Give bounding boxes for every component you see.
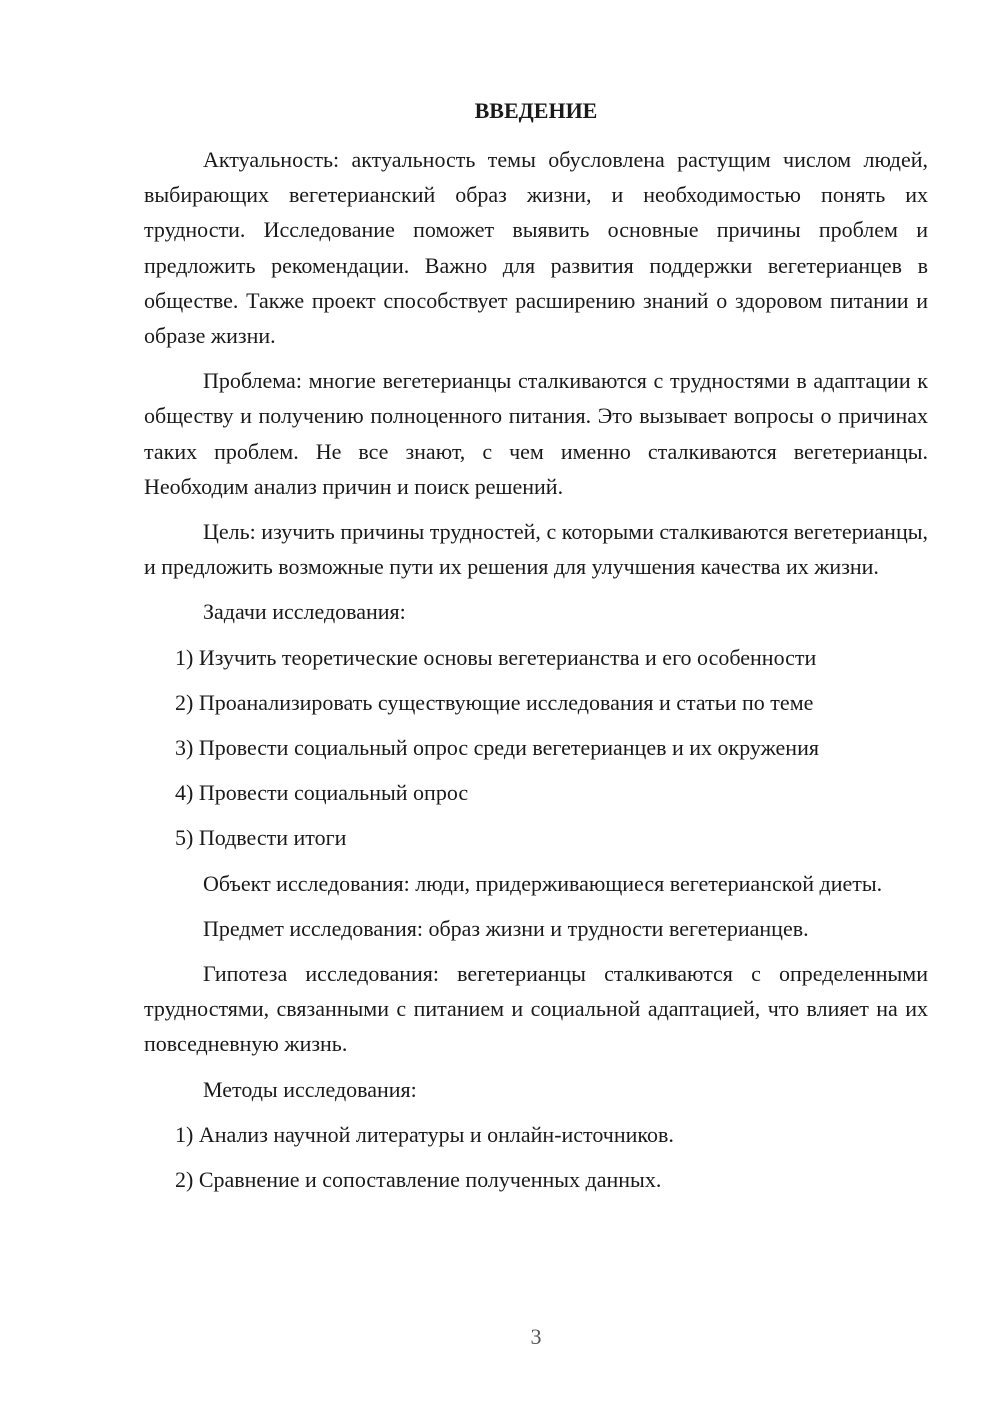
list-item: 1) Изучить теоретические основы вегетерианства и его особенности <box>175 644 817 670</box>
goal-paragraph: Цель: изучить причины трудностей, с которыми сталкиваются вегетерианцы, и предложить возможные пути их решения для улучшения качества их жизни. <box>144 519 928 580</box>
subject-paragraph: Предмет исследования: образ жизни и трудности вегетерианцев. <box>203 915 809 941</box>
list-item: 2) Сравнение и сопоставление полученных данных. <box>175 1167 662 1193</box>
list-item: 4) Провести социальный опрос <box>175 780 469 806</box>
list-item: 1) Анализ научной литературы и онлайн-источников. <box>175 1121 674 1147</box>
methods-list <box>144 1117 928 1197</box>
relevance-paragraph: Актуальность: актуальность темы обусловлена растущим числом людей, выбирающих вегетерианский образ жизни, и необходимостью понять их трудности. Исследование поможет выявить основные причины проблем и предложить рекомендации. Важно для развития поддержки вегетерианцев в обществе. Также проект способствует расширению знаний о здоровом питании и образе жизни. <box>144 147 928 349</box>
page-number: 3 <box>530 1324 542 1349</box>
object-paragraph: Объект исследования: люди, придерживающиеся вегетерианской диеты. <box>203 870 883 896</box>
list-item: 2) Проанализировать существующие исследования и статьи по теме <box>175 689 814 715</box>
list-item: 5) Подвести итоги <box>175 825 347 851</box>
hypothesis-paragraph: Гипотеза исследования: вегетерианцы сталкиваются с определенными трудностями, связанными с питанием и социальной адаптацией, что влияет на их повседневную жизнь. <box>144 961 928 1057</box>
tasks-heading: Задачи исследования: <box>203 599 406 625</box>
page-title: ВВЕДЕНИЕ <box>474 98 598 123</box>
tasks-list <box>144 640 928 856</box>
list-item: 3) Провести социальный опрос среди вегетерианцев и их окружения <box>175 735 819 761</box>
document-body <box>144 142 928 1197</box>
methods-heading: Методы исследования: <box>203 1076 417 1102</box>
problem-paragraph: Проблема: многие вегетерианцы сталкиваются с трудностями в адаптации к обществу и получению полноценного питания. Это вызывает вопросы о причинах таких проблем. Не все знают, с чем именно сталкиваются вегетерианцы. Необходим анализ причин и поиск решений. <box>144 368 928 499</box>
